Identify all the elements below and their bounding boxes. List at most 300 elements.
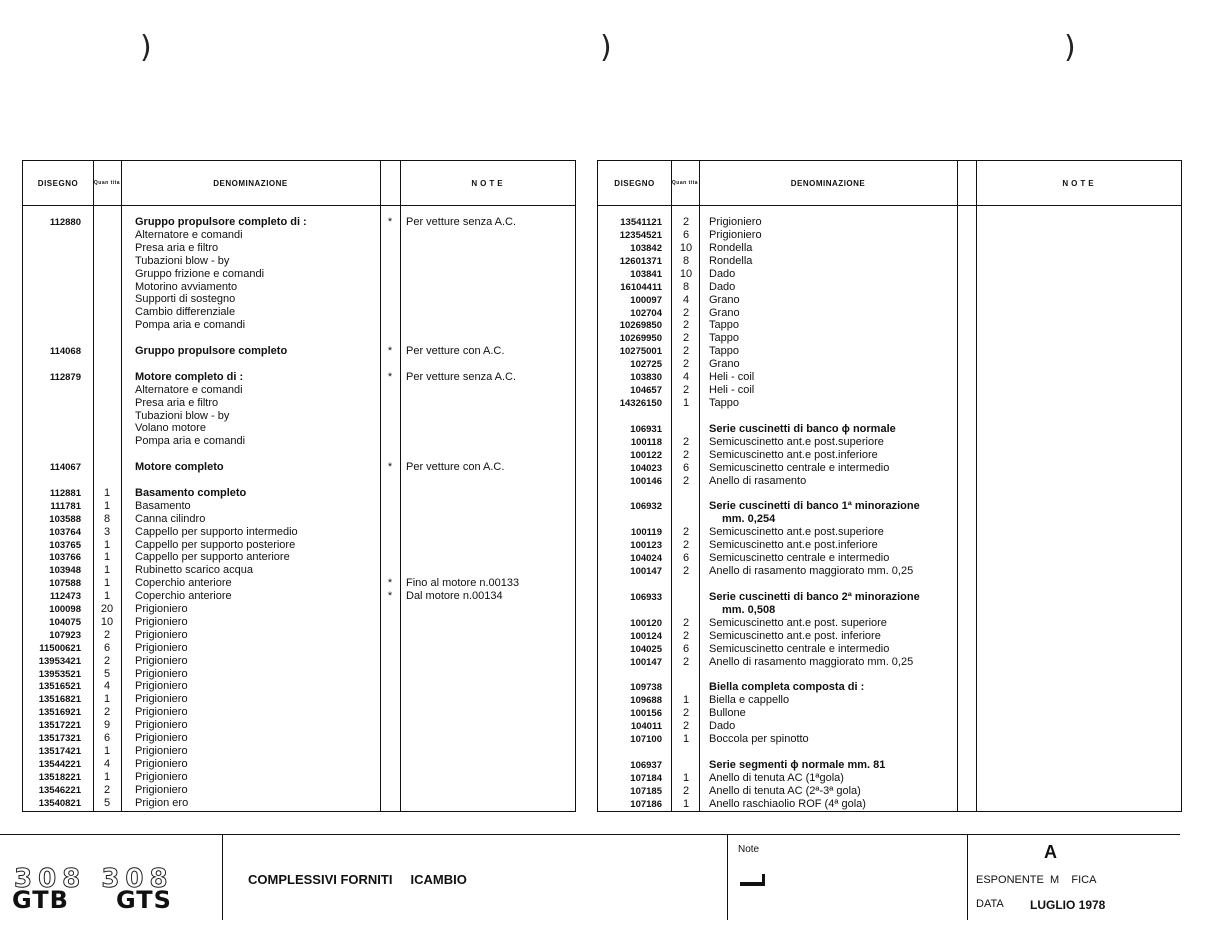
table-row — [23, 706, 575, 719]
part-quantity: 1 — [103, 693, 111, 706]
part-description: Alternatore e comandi — [135, 383, 243, 396]
table-row — [598, 539, 1181, 552]
part-code: 103830 — [630, 372, 662, 384]
table-row — [598, 294, 1181, 307]
part-description: Prigioniero — [135, 654, 188, 667]
part-description: Prigioniero — [135, 641, 188, 654]
table-row — [598, 656, 1181, 669]
part-description: Pompa aria e comandi — [135, 319, 246, 332]
esponente-label: ESPONENTE M FICA — [976, 874, 1097, 886]
table-row — [23, 551, 575, 564]
part-description: Serie cuscinetti di banco 2ª minorazione — [709, 590, 920, 603]
part-quantity: 8 — [682, 280, 690, 293]
part-code: 100156 — [630, 708, 662, 720]
table-row — [23, 345, 575, 358]
table-row — [23, 603, 575, 616]
table-row — [598, 410, 1181, 423]
table-row — [598, 578, 1181, 591]
part-quantity: 2 — [682, 319, 690, 332]
part-description: Serie cuscinetti di banco ϕ normale — [709, 422, 896, 435]
part-description: Bullone — [709, 707, 746, 720]
table-row — [598, 591, 1181, 604]
part-note: Per vetture con A.C. — [406, 345, 505, 357]
part-description: Gruppo propulsore completo — [135, 345, 288, 357]
header-note-right: NOTE — [1062, 178, 1097, 188]
part-code: 10269850 — [619, 320, 662, 332]
part-code: 107185 — [630, 785, 662, 797]
part-code: 100123 — [630, 540, 662, 552]
table-row — [598, 565, 1181, 578]
part-quantity: 2 — [103, 628, 111, 641]
table-row — [598, 358, 1181, 371]
part-quantity: 2 — [682, 707, 690, 720]
part-quantity: 8 — [103, 512, 111, 525]
table-row — [23, 358, 575, 371]
part-code: 112473 — [49, 591, 81, 603]
part-code: 13516521 — [38, 681, 81, 693]
part-description: Presa aria e filtro — [135, 241, 219, 254]
part-quantity: 2 — [682, 720, 690, 733]
part-quantity: 2 — [682, 616, 690, 629]
part-description: Basamento — [135, 499, 191, 512]
header-quantita: Quan tita — [93, 180, 121, 186]
table-row — [23, 513, 575, 526]
part-quantity: 5 — [103, 796, 111, 809]
part-description: Tappo — [709, 332, 739, 345]
part-quantity: 4 — [682, 371, 690, 384]
part-quantity: 2 — [682, 784, 690, 797]
table-row — [23, 797, 575, 810]
part-code: 13953521 — [38, 668, 81, 680]
part-description: Prigioniero — [135, 757, 188, 770]
part-description: Tappo — [709, 345, 739, 358]
part-code: 12354521 — [619, 229, 662, 241]
data-label: DATA — [976, 898, 1004, 910]
table-row — [598, 617, 1181, 630]
table-row — [23, 758, 575, 771]
data-value: LUGLIO 1978 — [1030, 898, 1106, 912]
part-description: Coperchio anteriore — [135, 577, 232, 590]
table-row — [23, 410, 575, 423]
table-row — [598, 345, 1181, 358]
part-description: Rubinetto scarico acqua — [135, 564, 254, 577]
part-quantity: 2 — [682, 435, 690, 448]
part-code: 12601371 — [619, 255, 662, 267]
part-description: Heli - coil — [709, 384, 755, 397]
part-note: Dal motore n.00134 — [406, 590, 503, 603]
part-description: Gruppo frizione e comandi — [135, 267, 265, 280]
part-note: Per vetture con A.C. — [406, 461, 505, 474]
right-table-header — [598, 161, 1181, 206]
part-code: 106937 — [630, 760, 662, 772]
part-description: Prigioniero — [135, 693, 188, 706]
table-row — [598, 332, 1181, 345]
part-description: Heli - coil — [709, 371, 755, 384]
part-code: 13953421 — [38, 655, 81, 667]
part-description: Cappello per supporto anteriore — [135, 551, 290, 564]
table-row — [23, 255, 575, 268]
table-row — [598, 759, 1181, 772]
part-code: 103766 — [49, 552, 81, 564]
punch-mark-center: ) — [600, 30, 612, 65]
asterisk-marker: * — [387, 216, 393, 228]
part-description: Serie cuscinetti di banco 1ª minorazione — [709, 500, 920, 513]
model-logo-308: 308 308 — [14, 864, 174, 894]
table-row — [23, 642, 575, 655]
part-description: Anello di tenuta AC (1ªgola) — [709, 771, 844, 784]
punch-mark-left: ) — [140, 30, 152, 65]
part-code: 100147 — [630, 566, 662, 578]
table-row — [598, 281, 1181, 294]
part-description: Dado — [709, 267, 736, 280]
left-parts-table — [22, 160, 576, 812]
part-description: Semicuscinetto centrale e intermedio — [709, 642, 890, 655]
part-code: 16104411 — [620, 281, 662, 293]
left-table-header — [23, 161, 575, 206]
table-row — [598, 216, 1181, 229]
part-quantity: 6 — [103, 732, 111, 744]
table-row — [23, 293, 575, 306]
table-row — [23, 229, 575, 242]
table-row — [598, 552, 1181, 565]
part-quantity: 2 — [682, 216, 690, 228]
table-row — [23, 745, 575, 758]
part-code: 107184 — [630, 772, 662, 784]
part-description: mm. 0,254 — [722, 513, 776, 526]
part-description: Dado — [709, 720, 736, 733]
part-code: 10269950 — [619, 333, 662, 345]
part-quantity: 2 — [682, 565, 690, 578]
part-description: Semicuscinetto ant.e post.superiore — [709, 526, 884, 539]
table-row — [23, 577, 575, 590]
part-code: 11500621 — [39, 642, 81, 654]
part-quantity: 3 — [103, 525, 111, 538]
part-code: 104024 — [630, 553, 662, 565]
part-description: Semicuscinetto ant.e post.inferiore — [709, 539, 878, 552]
part-quantity: 1 — [103, 564, 111, 577]
part-description: Pompa aria e comandi — [135, 435, 246, 448]
table-row — [23, 719, 575, 732]
part-code: 13544221 — [38, 758, 81, 770]
part-description: Tubazioni blow - by — [135, 409, 230, 422]
part-description: Grano — [709, 306, 740, 319]
table-row — [23, 539, 575, 552]
table-row — [598, 436, 1181, 449]
part-description: Coperchio anteriore — [135, 590, 232, 603]
part-code: 103948 — [49, 565, 81, 577]
part-code: 13541121 — [620, 217, 662, 228]
part-quantity: 5 — [103, 667, 111, 680]
part-quantity: 2 — [682, 358, 690, 371]
part-quantity: 6 — [103, 641, 111, 654]
table-row — [598, 604, 1181, 617]
document-title: COMPLESSIVI FORNITI ICAMBIO — [248, 872, 467, 887]
part-description: Tappo — [709, 397, 739, 410]
part-quantity: 2 — [682, 448, 690, 461]
part-code: 104023 — [630, 462, 662, 474]
part-description: Rondella — [709, 254, 753, 267]
part-code: 109688 — [630, 695, 662, 707]
part-description: Supporti di sostegno — [135, 293, 236, 306]
part-code: 106933 — [630, 591, 662, 603]
table-row — [598, 630, 1181, 643]
table-row — [598, 746, 1181, 759]
table-row — [598, 681, 1181, 694]
table-row — [23, 487, 575, 500]
part-code: 13517321 — [38, 733, 81, 744]
part-code: 103842 — [630, 242, 662, 254]
part-code: 103841 — [630, 268, 662, 280]
table-row — [598, 513, 1181, 526]
table-row — [23, 281, 575, 294]
part-description: Grano — [709, 293, 740, 306]
part-description: Anello di rasamento — [709, 474, 807, 487]
part-quantity: 1 — [103, 770, 111, 783]
part-description: Motorino avviamento — [135, 280, 238, 293]
table-row — [598, 397, 1181, 410]
note-label: Note — [738, 844, 760, 855]
part-code: 103765 — [49, 539, 81, 551]
table-row — [598, 307, 1181, 320]
esponente-letter: A — [1044, 842, 1057, 862]
part-quantity: 1 — [682, 694, 690, 707]
part-code: 100098 — [49, 604, 81, 615]
part-description: Prigion ero — [135, 796, 189, 809]
part-description: Prigioniero — [135, 628, 188, 641]
part-description: Semicuscinetto ant.e post. inferiore — [709, 629, 881, 642]
table-row — [23, 268, 575, 281]
table-row — [598, 384, 1181, 397]
table-row — [598, 229, 1181, 242]
part-quantity: 6 — [682, 552, 690, 565]
part-quantity: 1 — [103, 499, 111, 512]
part-description: Prigioniero — [135, 603, 188, 615]
part-code: 100118 — [630, 436, 662, 448]
part-code: 114068 — [49, 346, 81, 357]
part-quantity: 10 — [679, 241, 693, 254]
part-quantity: 10 — [100, 615, 114, 628]
part-code: 112879 — [49, 371, 81, 383]
part-quantity: 4 — [103, 680, 111, 693]
part-code: 112881 — [49, 487, 81, 499]
part-quantity: 1 — [103, 486, 111, 499]
part-quantity: 9 — [103, 719, 111, 732]
table-row — [598, 694, 1181, 707]
part-code: 100124 — [630, 630, 662, 642]
table-row — [598, 475, 1181, 488]
part-quantity: 10 — [679, 267, 693, 280]
part-code: 107186 — [630, 798, 662, 810]
part-description: Tubazioni blow - by — [135, 254, 230, 267]
asterisk-marker: * — [387, 461, 393, 474]
header-quantita-right: Quan tita — [671, 180, 699, 186]
part-description: Rondella — [709, 241, 753, 254]
part-quantity: 2 — [103, 706, 111, 719]
table-row — [598, 488, 1181, 501]
part-code: 109738 — [630, 682, 662, 694]
part-quantity: 2 — [682, 526, 690, 539]
part-description: Prigioniero — [135, 732, 188, 744]
part-description: Gruppo propulsore completo di : — [135, 216, 307, 228]
header-denominazione: DENOMINAZIONE — [213, 178, 288, 188]
part-code: 102725 — [630, 359, 662, 371]
part-quantity: 2 — [103, 783, 111, 796]
table-row — [23, 306, 575, 319]
part-quantity: 2 — [682, 306, 690, 319]
table-row — [598, 268, 1181, 281]
part-code: 107588 — [49, 578, 81, 590]
part-note: Per vetture senza A.C. — [406, 370, 517, 383]
part-description: Motore completo di : — [135, 370, 244, 383]
part-quantity: 1 — [682, 797, 690, 810]
part-description: Prigioniero — [135, 783, 188, 796]
part-description: Semicuscinetto centrale e intermedio — [709, 552, 890, 565]
part-code: 100147 — [630, 656, 662, 668]
table-row — [598, 423, 1181, 436]
table-row — [23, 629, 575, 642]
part-quantity: 1 — [103, 551, 111, 564]
part-quantity: 6 — [682, 642, 690, 655]
table-row — [23, 319, 575, 332]
table-row — [23, 616, 575, 629]
part-quantity: 6 — [682, 461, 690, 474]
table-row — [23, 448, 575, 461]
table-row — [598, 242, 1181, 255]
part-quantity: 2 — [103, 654, 111, 667]
part-description: Semicuscinetto centrale e intermedio — [709, 461, 890, 474]
table-row — [23, 564, 575, 577]
part-code: 107923 — [49, 629, 81, 641]
asterisk-marker: * — [387, 590, 393, 603]
part-code: 111781 — [50, 500, 81, 512]
part-code: 114067 — [49, 462, 81, 474]
part-description: Semicuscinetto ant.e post. superiore — [709, 616, 887, 629]
table-row — [23, 668, 575, 681]
part-code: 106931 — [630, 423, 662, 435]
part-quantity: 2 — [682, 332, 690, 345]
table-row — [598, 371, 1181, 384]
part-description: Boccola per spinotto — [709, 733, 809, 746]
table-row — [23, 784, 575, 797]
part-quantity: 4 — [103, 757, 111, 770]
model-logo-gts: GTS — [116, 886, 172, 914]
part-code: 13517421 — [38, 745, 81, 757]
table-row — [598, 319, 1181, 332]
part-code: 106932 — [630, 501, 662, 513]
table-row — [598, 669, 1181, 682]
table-row — [23, 242, 575, 255]
asterisk-marker: * — [387, 345, 393, 357]
table-row — [23, 384, 575, 397]
part-code: 104075 — [49, 616, 81, 628]
part-description: Cappello per supporto intermedio — [135, 525, 298, 538]
table-row — [23, 732, 575, 745]
table-row — [23, 422, 575, 435]
table-row — [23, 435, 575, 448]
part-description: Prigioniero — [135, 770, 188, 783]
part-code: 104011 — [630, 721, 662, 733]
part-description: Tappo — [709, 319, 739, 332]
header-disegno: DISEGNO — [37, 178, 79, 188]
part-description: Dado — [709, 280, 736, 293]
part-description: Anello raschiaolio ROF (4ª gola) — [709, 797, 866, 810]
header-disegno-right: DISEGNO — [614, 178, 655, 188]
part-quantity: 2 — [682, 384, 690, 397]
part-code: 100119 — [630, 527, 662, 539]
part-code: 13540821 — [38, 797, 81, 809]
part-quantity: 1 — [682, 397, 690, 410]
part-code: 100120 — [630, 617, 662, 629]
punch-mark-right: ) — [1064, 30, 1076, 65]
part-description: Cambio differenziale — [135, 306, 236, 319]
part-code: 104025 — [630, 643, 662, 655]
part-quantity: 2 — [682, 474, 690, 487]
table-row — [23, 474, 575, 487]
part-quantity: 6 — [682, 228, 690, 241]
table-row — [598, 707, 1181, 720]
part-description: Anello di tenuta AC (2ª-3ª gola) — [709, 784, 861, 797]
part-description: Anello di rasamento maggiorato mm. 0,25 — [709, 655, 914, 668]
part-quantity: 1 — [682, 733, 690, 746]
note-mark — [740, 874, 765, 886]
part-quantity: 2 — [682, 655, 690, 668]
part-description: Prigioniero — [135, 719, 188, 732]
part-code: 13546221 — [38, 784, 81, 796]
part-quantity: 2 — [682, 539, 690, 552]
table-row — [23, 332, 575, 345]
part-description: Biella completa composta di : — [709, 681, 865, 694]
part-description: Basamento completo — [135, 486, 247, 499]
part-code: 14326150 — [619, 398, 662, 410]
part-description: Prigioniero — [135, 706, 188, 719]
part-description: Prigioniero — [709, 228, 762, 241]
part-description: Grano — [709, 358, 740, 371]
part-quantity: 4 — [682, 293, 690, 306]
part-quantity: 1 — [103, 538, 111, 551]
part-description: Prigioniero — [135, 667, 188, 680]
part-description: Semicuscinetto ant.e post.superiore — [709, 435, 884, 448]
table-row — [598, 772, 1181, 785]
header-note: NOTE — [471, 178, 506, 188]
part-description: Alternatore e comandi — [135, 228, 243, 241]
table-row — [23, 590, 575, 603]
part-code: 107100 — [630, 734, 662, 746]
table-row — [23, 461, 575, 474]
header-denominazione-right: DENOMINAZIONE — [790, 178, 866, 188]
table-row — [598, 449, 1181, 462]
part-quantity: 20 — [100, 603, 114, 615]
table-row — [598, 500, 1181, 513]
part-description: Canna cilindro — [135, 512, 206, 525]
table-row — [598, 255, 1181, 268]
part-code: 102704 — [630, 307, 662, 319]
table-row — [23, 526, 575, 539]
table-row — [598, 462, 1181, 475]
table-row — [23, 680, 575, 693]
part-code: 100097 — [630, 294, 662, 306]
footer — [0, 834, 1211, 936]
table-row — [598, 785, 1181, 798]
part-note: Per vetture senza A.C. — [406, 216, 517, 228]
part-description: Serie segmenti ϕ normale mm. 81 — [709, 759, 886, 772]
part-description: Anello di rasamento maggiorato mm. 0,25 — [709, 565, 914, 578]
part-code: 100146 — [630, 475, 662, 487]
part-quantity: 8 — [682, 254, 690, 267]
table-row — [23, 397, 575, 410]
right-parts-table — [597, 160, 1182, 812]
model-logo-gtb: GTB — [12, 886, 69, 914]
asterisk-marker: * — [387, 577, 393, 590]
